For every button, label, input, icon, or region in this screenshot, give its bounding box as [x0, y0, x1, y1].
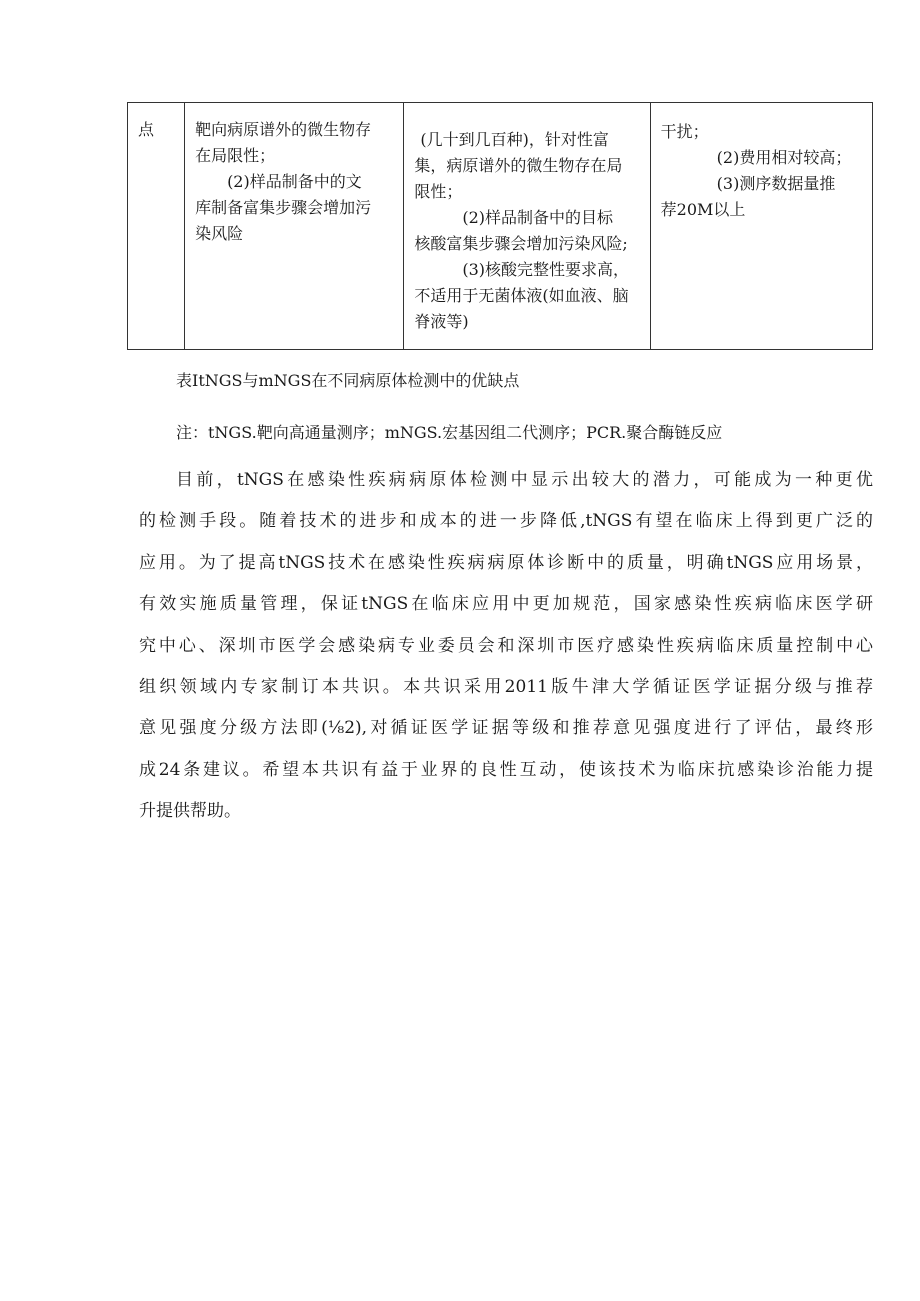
- cell-line: 集，病原谱外的微生物存在局: [414, 156, 623, 175]
- cell-line: 核酸富集步骤会增加污染风险;: [414, 234, 628, 253]
- row-header-cell: [128, 103, 185, 350]
- table-caption: 表ItNGS与mNGS在不同病原体检测中的优缺点: [176, 371, 520, 390]
- cell-line: (2)样品制备中的文: [227, 172, 362, 191]
- cell-line: 限性；: [414, 182, 463, 201]
- table-note: 注：tNGS.靶向高通量测序；mNGS.宏基因组二代测序；PCR.聚合酶链反应: [176, 423, 723, 442]
- cell-line: (3)测序数据量推: [716, 174, 836, 193]
- cell-line: 染风险: [195, 224, 244, 243]
- paragraph-line: 的检测手段。随着技术的进步和成本的进一步降低,tNGS有望在临床上得到更广泛的: [139, 511, 873, 532]
- row-header-text: 点: [138, 120, 155, 139]
- cell-line: (几十到几百种)，针对性富: [420, 130, 609, 149]
- cell-line: 干扰；: [660, 122, 709, 141]
- paragraph-line: 意见强度分级方法即(⅛2),对循证医学证据等级和推荐意见强度进行了评估，最终形: [139, 718, 873, 739]
- cell-line: 荐20M以上: [660, 200, 746, 219]
- table-row: [128, 103, 873, 350]
- comparison-table: [127, 102, 873, 350]
- cell-line: 不适用于无菌体液(如血液、脑: [414, 286, 629, 305]
- mngs-cell: [404, 103, 650, 350]
- paragraph-line: 组织领域内专家制订本共识。本共识采用2011版牛津大学循证医学证据分级与推荐: [139, 677, 873, 698]
- paragraph-line: 应用。为了提高tNGS技术在感染性疾病病原体诊断中的质量，明确tNGS应用场景，: [139, 552, 873, 573]
- paragraph-line: 成24条建议。希望本共识有益于业界的良性互动，使该技术为临床抗感染诊治能力提: [139, 759, 873, 780]
- cell-line: 脊液等): [414, 312, 469, 331]
- pcr-cell: [650, 103, 872, 350]
- cell-line: (2)样品制备中的目标: [462, 208, 614, 227]
- cell-line: (3)核酸完整性要求高，: [462, 260, 630, 279]
- paragraph-line: 目前，tNGS在感染性疾病病原体检测中显示出较大的潜力，可能成为一种更优: [176, 470, 873, 490]
- cell-line: (2)费用相对较高；: [716, 148, 852, 167]
- paragraph-line: 究中心、深圳市医学会感染病专业委员会和深圳市医疗感染性疾病临床质量控制中心: [139, 635, 873, 656]
- cell-line: 在局限性；: [195, 146, 276, 165]
- cell-line: 靶向病原谱外的微生物存: [195, 120, 372, 139]
- paragraph-line: 升提供帮助。: [139, 801, 241, 822]
- body-paragraph: [139, 460, 873, 833]
- tngs-cell: [185, 103, 404, 350]
- cell-line: 库制备富集步骤会增加污: [195, 198, 372, 217]
- paragraph-line: 有效实施质量管理，保证tNGS在临床应用中更加规范，国家感染性疾病临床医学研: [139, 594, 873, 615]
